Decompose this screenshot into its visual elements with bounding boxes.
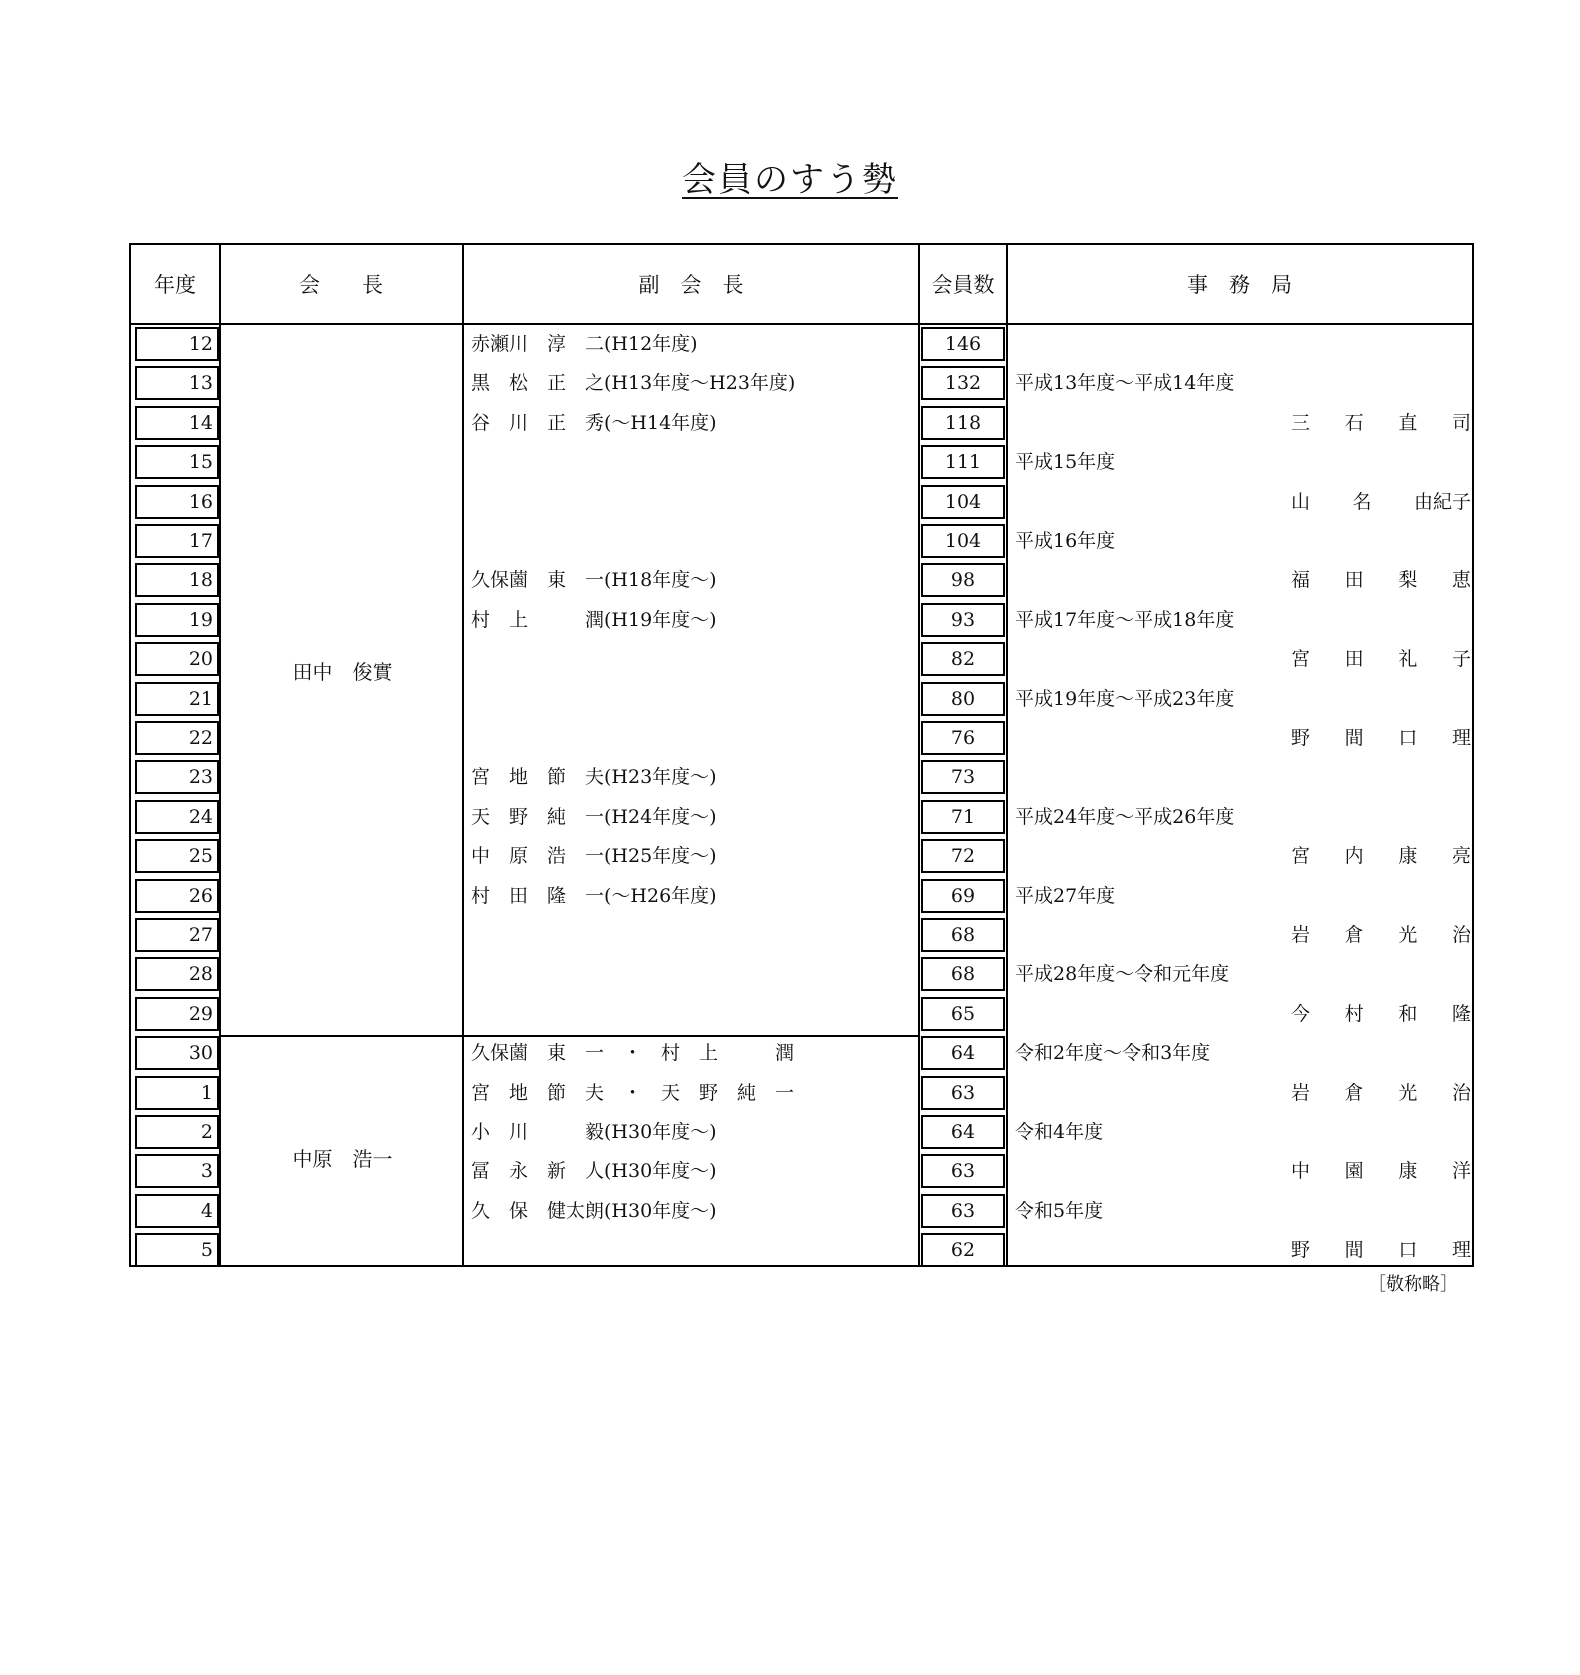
name-part: 治 bbox=[1451, 924, 1471, 946]
name-part: 倉 bbox=[1344, 924, 1364, 946]
name-part: 理 bbox=[1451, 727, 1471, 749]
name-part: 司 bbox=[1451, 412, 1471, 434]
vice-president-entry: 冨 永 新 人(H30年度～) bbox=[471, 1160, 717, 1182]
member-count-cell: 104 bbox=[921, 524, 1005, 558]
name-part: 田 bbox=[1344, 569, 1364, 591]
header-year: 年度 bbox=[131, 245, 219, 325]
secretariat-period: 平成19年度～平成23年度 bbox=[1015, 688, 1235, 710]
name-part: 口 bbox=[1398, 727, 1418, 749]
name-part: 光 bbox=[1398, 924, 1418, 946]
member-count-cell: 65 bbox=[921, 997, 1005, 1031]
secretariat-staff-name bbox=[1291, 999, 1471, 1029]
column-divider bbox=[462, 245, 464, 1265]
name-part: 理 bbox=[1451, 1239, 1471, 1261]
member-count-cell: 104 bbox=[921, 485, 1005, 519]
name-part: 村 bbox=[1344, 1003, 1364, 1025]
vice-president-entry: 村 上 潤(H19年度～) bbox=[471, 609, 717, 631]
name-part: 和 bbox=[1398, 1003, 1418, 1025]
president-name: 田中 俊實 bbox=[292, 660, 393, 684]
year-cell: 27 bbox=[135, 918, 219, 952]
member-count-cell: 82 bbox=[921, 642, 1005, 676]
name-part: 中 bbox=[1291, 1160, 1311, 1182]
secretariat-staff-name bbox=[1291, 920, 1471, 950]
secretariat-staff-name bbox=[1291, 487, 1471, 517]
member-count-cell: 93 bbox=[921, 603, 1005, 637]
vice-president-entry: 天 野 純 一(H24年度～) bbox=[471, 806, 717, 828]
vice-president-entry: 久 保 健太朗(H30年度～) bbox=[471, 1200, 717, 1222]
member-count-cell: 63 bbox=[921, 1076, 1005, 1110]
secretariat-period: 平成24年度～平成26年度 bbox=[1015, 806, 1235, 828]
year-cell: 29 bbox=[135, 997, 219, 1031]
honorifics-omitted-note: ［敬称略］ bbox=[1368, 1274, 1458, 1295]
vice-president-entry: 村 田 隆 一(～H26年度) bbox=[471, 885, 717, 907]
header-member-count: 会員数 bbox=[919, 245, 1007, 325]
name-part: 間 bbox=[1344, 727, 1364, 749]
member-count-cell: 62 bbox=[921, 1233, 1005, 1267]
name-part: 恵 bbox=[1451, 569, 1471, 591]
year-cell: 28 bbox=[135, 957, 219, 991]
name-part: 由紀子 bbox=[1413, 491, 1471, 513]
year-cell: 5 bbox=[135, 1233, 219, 1267]
page-title: 会員のすう勢 bbox=[682, 160, 898, 200]
year-cell: 24 bbox=[135, 800, 219, 834]
name-part: 園 bbox=[1344, 1160, 1364, 1182]
vice-president-entry: 小 川 毅(H30年度～) bbox=[471, 1121, 717, 1143]
secretariat-period: 平成17年度～平成18年度 bbox=[1015, 609, 1235, 631]
name-part: 倉 bbox=[1344, 1082, 1364, 1104]
year-cell: 1 bbox=[135, 1076, 219, 1110]
secretariat-staff-name bbox=[1291, 1235, 1471, 1265]
year-cell: 16 bbox=[135, 485, 219, 519]
name-part: 石 bbox=[1344, 412, 1364, 434]
header-vice-president: 副 会 長 bbox=[463, 245, 919, 325]
member-count-cell: 69 bbox=[921, 879, 1005, 913]
year-cell: 19 bbox=[135, 603, 219, 637]
membership-table bbox=[129, 243, 1474, 1267]
year-cell: 26 bbox=[135, 879, 219, 913]
vice-president-entry: 黒 松 正 之(H13年度～H23年度) bbox=[471, 372, 796, 394]
secretariat-staff-name bbox=[1291, 644, 1471, 674]
name-part: 直 bbox=[1398, 412, 1418, 434]
secretariat-staff-name bbox=[1291, 1156, 1471, 1186]
member-count-cell: 80 bbox=[921, 682, 1005, 716]
member-count-cell: 72 bbox=[921, 839, 1005, 873]
vice-president-entry: 中 原 浩 一(H25年度～) bbox=[471, 845, 717, 867]
name-part: 亮 bbox=[1451, 845, 1471, 867]
name-part: 礼 bbox=[1398, 648, 1418, 670]
secretariat-period: 平成27年度 bbox=[1015, 885, 1116, 907]
year-cell: 30 bbox=[135, 1036, 219, 1070]
year-cell: 12 bbox=[135, 327, 219, 361]
year-cell: 15 bbox=[135, 445, 219, 479]
vice-president-entry: 谷 川 正 秀(～H14年度) bbox=[471, 412, 717, 434]
member-count-cell: 111 bbox=[921, 445, 1005, 479]
name-part: 田 bbox=[1344, 648, 1364, 670]
name-part: 梨 bbox=[1398, 569, 1418, 591]
column-divider bbox=[918, 245, 920, 1265]
name-part: 光 bbox=[1398, 1082, 1418, 1104]
year-cell: 23 bbox=[135, 760, 219, 794]
name-part: 野 bbox=[1291, 1239, 1311, 1261]
vice-president-entry: 赤瀬川 淳 二(H12年度) bbox=[471, 333, 698, 355]
year-cell: 4 bbox=[135, 1194, 219, 1228]
name-part: 治 bbox=[1451, 1082, 1471, 1104]
name-part: 今 bbox=[1291, 1003, 1311, 1025]
name-part: 内 bbox=[1344, 845, 1364, 867]
name-part: 康 bbox=[1398, 845, 1418, 867]
year-cell: 14 bbox=[135, 406, 219, 440]
year-cell: 13 bbox=[135, 366, 219, 400]
name-part: 野 bbox=[1291, 727, 1311, 749]
member-count-cell: 64 bbox=[921, 1036, 1005, 1070]
name-part: 名 bbox=[1352, 491, 1372, 513]
year-cell: 2 bbox=[135, 1115, 219, 1149]
member-count-cell: 64 bbox=[921, 1115, 1005, 1149]
name-part: 間 bbox=[1344, 1239, 1364, 1261]
secretariat-period: 令和5年度 bbox=[1015, 1200, 1104, 1222]
member-count-cell: 68 bbox=[921, 918, 1005, 952]
name-part: 宮 bbox=[1291, 845, 1311, 867]
president-name: 中原 浩一 bbox=[292, 1147, 393, 1171]
member-count-cell: 146 bbox=[921, 327, 1005, 361]
member-count-cell: 118 bbox=[921, 406, 1005, 440]
secretariat-staff-name bbox=[1291, 723, 1471, 753]
member-count-cell: 76 bbox=[921, 721, 1005, 755]
secretariat-staff-name bbox=[1291, 1078, 1471, 1108]
secretariat-period: 平成15年度 bbox=[1015, 451, 1116, 473]
member-count-cell: 68 bbox=[921, 957, 1005, 991]
name-part: 山 bbox=[1291, 491, 1311, 513]
member-count-cell: 71 bbox=[921, 800, 1005, 834]
secretariat-staff-name bbox=[1291, 841, 1471, 871]
vice-president-entry: 宮 地 節 夫(H23年度～) bbox=[471, 766, 717, 788]
name-part: 隆 bbox=[1451, 1003, 1471, 1025]
member-count-cell: 63 bbox=[921, 1194, 1005, 1228]
name-part: 子 bbox=[1451, 648, 1471, 670]
name-part: 三 bbox=[1291, 412, 1311, 434]
name-part: 福 bbox=[1291, 569, 1311, 591]
year-cell: 21 bbox=[135, 682, 219, 716]
secretariat-staff-name bbox=[1291, 565, 1471, 595]
year-cell: 3 bbox=[135, 1154, 219, 1188]
name-part: 岩 bbox=[1291, 924, 1311, 946]
year-cell: 22 bbox=[135, 721, 219, 755]
secretariat-staff-name bbox=[1291, 408, 1471, 438]
secretariat-period: 令和2年度～令和3年度 bbox=[1015, 1042, 1211, 1064]
year-cell: 18 bbox=[135, 563, 219, 597]
vice-president-entry: 宮 地 節 夫 ・ 天 野 純 一 bbox=[471, 1082, 795, 1104]
year-cell: 17 bbox=[135, 524, 219, 558]
name-part: 宮 bbox=[1291, 648, 1311, 670]
secretariat-period: 平成28年度～令和元年度 bbox=[1015, 963, 1230, 985]
header-secretariat: 事 務 局 bbox=[1007, 245, 1472, 325]
member-count-cell: 63 bbox=[921, 1154, 1005, 1188]
column-divider bbox=[1006, 245, 1008, 1265]
header-president: 会 長 bbox=[219, 245, 463, 325]
secretariat-period: 平成13年度～平成14年度 bbox=[1015, 372, 1235, 394]
name-part: 口 bbox=[1398, 1239, 1418, 1261]
secretariat-period: 平成16年度 bbox=[1015, 530, 1116, 552]
year-cell: 20 bbox=[135, 642, 219, 676]
name-part: 洋 bbox=[1451, 1160, 1471, 1182]
term-separator bbox=[219, 1035, 919, 1037]
name-part: 康 bbox=[1398, 1160, 1418, 1182]
year-cell: 25 bbox=[135, 839, 219, 873]
vice-president-entry: 久保薗 東 一(H18年度～) bbox=[471, 569, 717, 591]
secretariat-period: 令和4年度 bbox=[1015, 1121, 1104, 1143]
column-divider bbox=[219, 245, 221, 1265]
member-count-cell: 98 bbox=[921, 563, 1005, 597]
member-count-cell: 132 bbox=[921, 366, 1005, 400]
vice-president-entry: 久保薗 東 一 ・ 村 上 潤 bbox=[471, 1042, 795, 1064]
name-part: 岩 bbox=[1291, 1082, 1311, 1104]
member-count-cell: 73 bbox=[921, 760, 1005, 794]
